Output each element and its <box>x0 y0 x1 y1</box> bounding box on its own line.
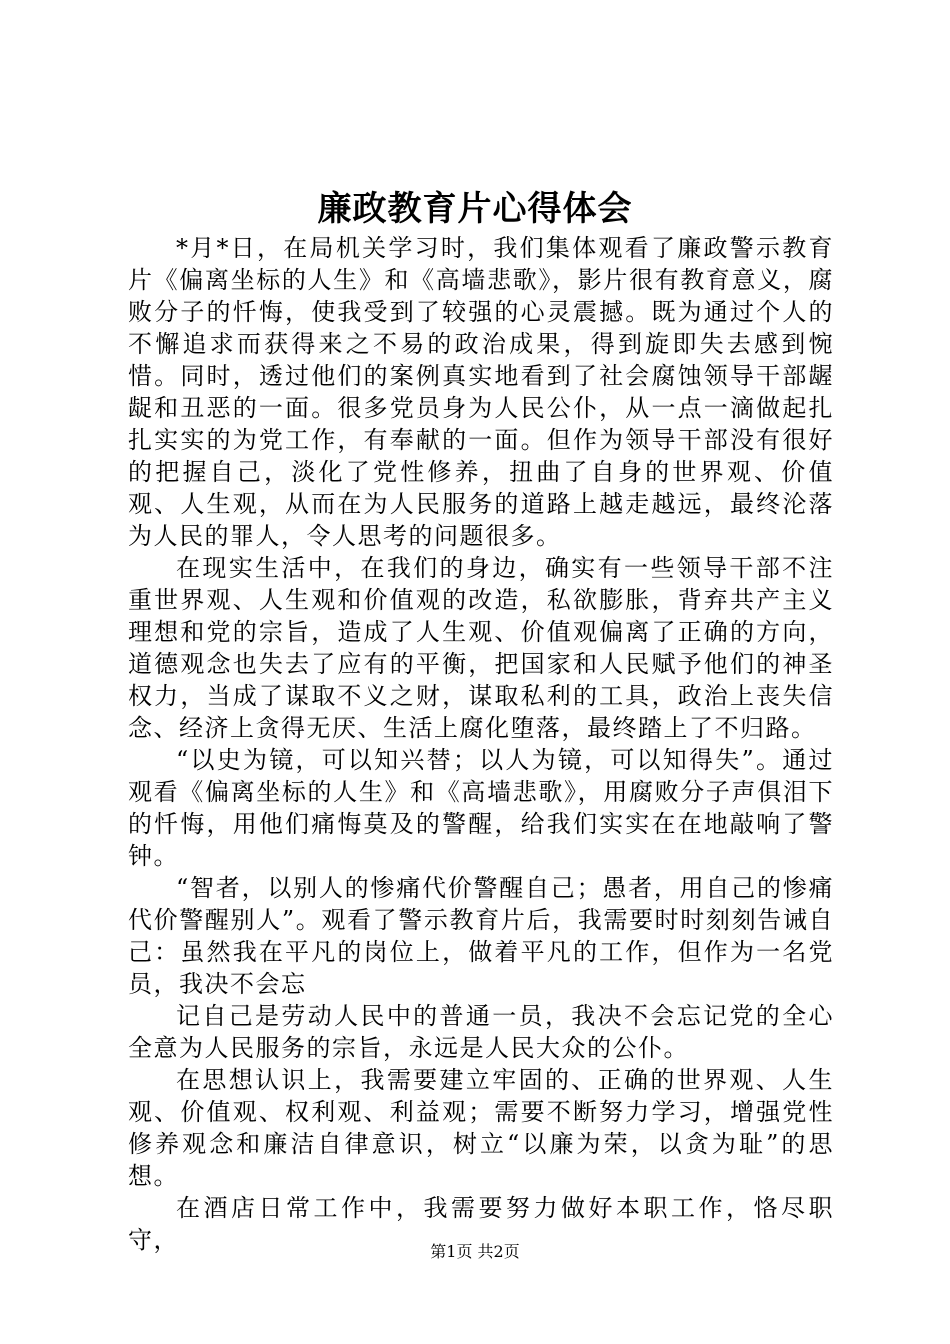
document-title: 廉政教育片心得体会 <box>317 189 633 229</box>
paragraph-3: “以史为镜，可以知兴替；以人为镜，可以知得失”。通过观看《偏离坐标的人生》和《高墙悲歌》，用腐败分子声俱泪下的忏悔，用他们痛悔莫及的警醒，给我们实实在在地敲响了警钟。 <box>128 746 834 870</box>
paragraph-1: *月*日，在局机关学习时，我们集体观看了廉政警示教育片《偏离坐标的人生》和《高墙悲歌》，影片很有教育意义，腐败分子的忏悔，使我受到了较强的心灵震撼。既为通过个人的不懈追求而获得来之不易的政治成果，得到旋即失去感到惋惜。同时，透过他们的案例真实地看到了社会腐蚀领导干部龌龊和丑恶的一面。很多党员身为人民公仆，从一点一滴做起扎扎实实的为党工作，有奉献的一面。但作为领导干部没有很好的把握自己，淡化了党性修养，扭曲了自身的世界观、价值观、人生观，从而在为人民服务的道路上越走越远，最终沦落为人民的罪人，令人思考的问题很多。 <box>128 234 834 550</box>
paragraph-4: “智者，以别人的惨痛代价警醒自己；愚者，用自己的惨痛代价警醒别人”。观看了警示教育片后，我需要时时刻刻告诫自己：虽然我在平凡的岗位上，做着平凡的工作，但作为一名党员，我决不会忘 <box>128 874 834 998</box>
page-footer: 第1页 共2页 <box>430 1242 520 1261</box>
paragraph-7: 在酒店日常工作中，我需要努力做好本职工作，恪尽职守， <box>128 1194 834 1254</box>
paragraph-2: 在现实生活中，在我们的身边，确实有一些领导干部不注重世界观、人生观和价值观的改造，私欲膨胀，背弃共产主义理想和党的宗旨，造成了人生观、价值观偏离了正确的方向，道德观念也失去了应有的平衡，把国家和人民赋予他们的神圣权力，当成了谋取不义之财，谋取私利的工具，政治上丧失信念、经济上贪得无厌、生活上腐化堕落，最终踏上了不归路。 <box>128 554 834 742</box>
paragraph-5: 记自己是劳动人民中的普通一员，我决不会忘记党的全心全意为人民服务的宗旨，永远是人民大众的公仆。 <box>128 1002 834 1062</box>
document-body <box>128 232 834 1256</box>
paragraph-6: 在思想认识上，我需要建立牢固的、正确的世界观、人生观、价值观、权利观、利益观；需要不断努力学习，增强党性修养观念和廉洁自律意识，树立“以廉为荣，以贪为耻”的思想。 <box>128 1066 834 1190</box>
